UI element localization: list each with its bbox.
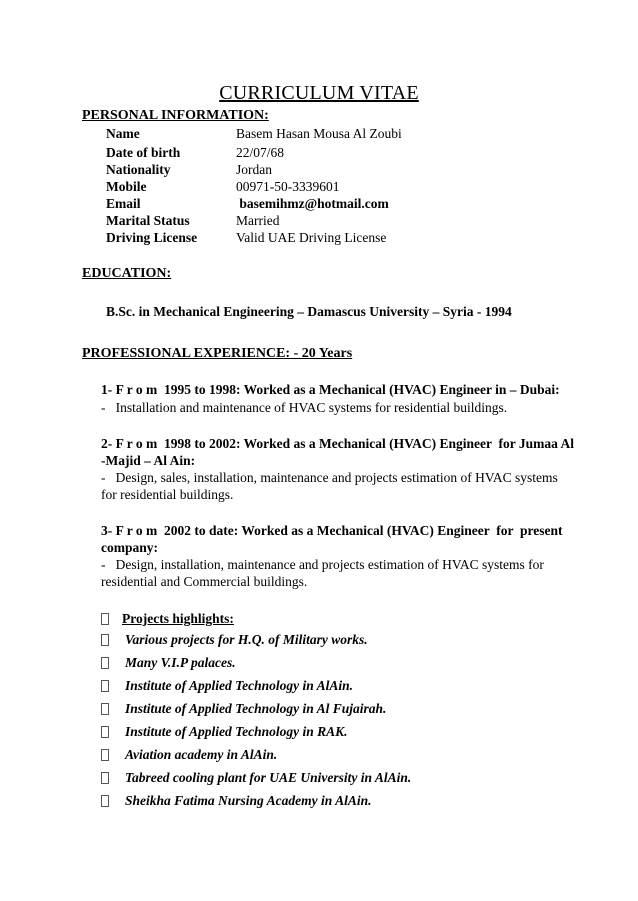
info-label: Email [106, 196, 141, 211]
job-2-title: 2- F r o m 1998 to 2002: Worked as a Mechanical (HVAC) Engineer for Jumaa Al [101, 436, 574, 451]
job-2-description: - Design, sales, installation, maintenance and projects estimation of HVAC systems [101, 470, 558, 485]
email-value: basemihmz@hotmail.com [236, 196, 389, 211]
job-3-title: 3- F r o m 2002 to date: Worked as a Mechanical (HVAC) Engineer for present [101, 523, 563, 538]
projects-heading: Projects highlights: [122, 611, 234, 626]
bullet-box-icon [101, 680, 109, 692]
education-entry: B.Sc. in Mechanical Engineering – Damascus University – Syria - 1994 [106, 304, 512, 319]
bullet-box-icon [101, 613, 109, 625]
bullet-box-icon [101, 657, 109, 669]
job-1-description: - Installation and maintenance of HVAC systems for residential buildings. [101, 400, 508, 415]
info-label: Date of birth [106, 145, 181, 160]
info-label: Nationality [106, 162, 171, 177]
info-value: 22/07/68 [236, 145, 285, 160]
project-item-text: Many V.I.P palaces. [125, 655, 236, 670]
info-value: Basem Hasan Mousa Al Zoubi [236, 126, 402, 141]
project-item-text: Sheikha Fatima Nursing Academy in AlAin. [125, 793, 372, 808]
bullet-box-icon [101, 749, 109, 761]
bullet-box-icon [101, 726, 109, 738]
project-item-text: Institute of Applied Technology in RAK. [125, 724, 348, 739]
project-item-text: Aviation academy in AlAin. [125, 747, 278, 762]
info-value: 00971-50-3339601 [236, 179, 340, 194]
info-value: Jordan [236, 162, 272, 177]
project-item-text: Tabreed cooling plant for UAE University in AlAin. [125, 770, 412, 785]
job-2-description-cont: for residential buildings. [101, 487, 234, 502]
job-3-description: - Design, installation, maintenance and projects estimation of HVAC systems for [101, 557, 544, 572]
project-item-text: Institute of Applied Technology in AlAin. [125, 678, 354, 693]
info-value: Valid UAE Driving License [236, 230, 387, 245]
info-value: Married [236, 213, 280, 228]
job-3-description-cont: residential and Commercial buildings. [101, 574, 308, 589]
info-label: Name [106, 126, 140, 141]
bullet-box-icon [101, 703, 109, 715]
info-label: Driving License [106, 230, 198, 245]
experience-heading: PROFESSIONAL EXPERIENCE: - 20 Years [82, 346, 353, 361]
personal-info-heading: PERSONAL INFORMATION: [82, 108, 269, 123]
education-heading: EDUCATION: [82, 266, 172, 281]
info-label: Marital Status [106, 213, 190, 228]
bullet-box-icon [101, 634, 109, 646]
job-2-title-cont: -Majid – Al Ain: [101, 453, 196, 468]
document-title: CURRICULUM VITAE [219, 82, 419, 104]
bullet-box-icon [101, 772, 109, 784]
job-1-title: 1- F r o m 1995 to 1998: Worked as a Mechanical (HVAC) Engineer in – Dubai: [101, 382, 560, 397]
project-item-text: Various projects for H.Q. of Military works. [125, 632, 368, 647]
bullet-box-icon [101, 795, 109, 807]
job-3-title-cont: company: [101, 540, 158, 555]
info-label: Mobile [106, 179, 147, 194]
project-item-text: Institute of Applied Technology in Al Fujairah. [125, 701, 387, 716]
